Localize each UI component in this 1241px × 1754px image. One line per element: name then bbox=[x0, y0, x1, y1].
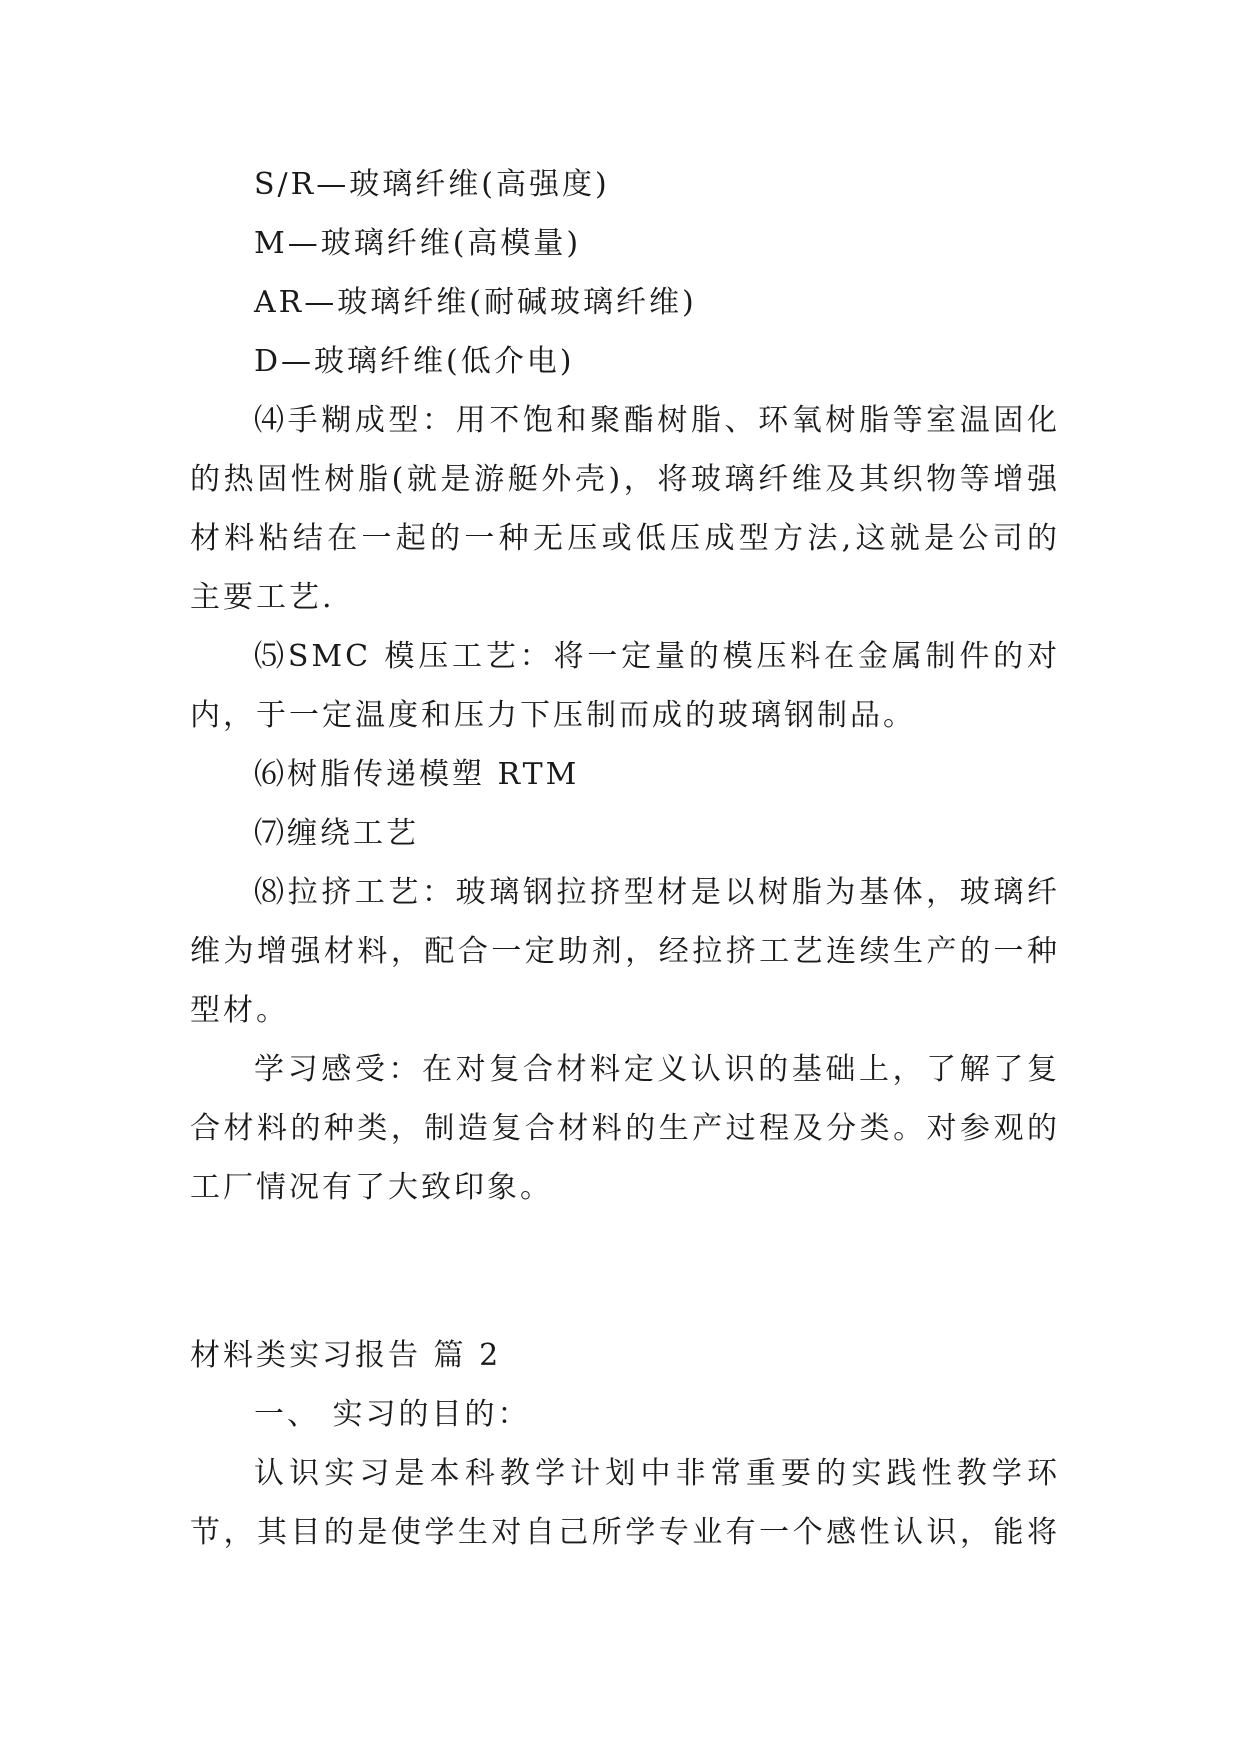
text-line: 主要工艺. bbox=[190, 580, 335, 615]
text-line: 节，其目的是使学生对自己所学专业有一个感性认识，能将 bbox=[190, 1515, 1060, 1550]
text-line: 内，于一定温度和压力下压制而成的玻璃钢制品。 bbox=[190, 698, 916, 733]
paragraph-first-line: 学习感受：在对复合材料定义认识的基础上，了解了复 bbox=[254, 1052, 1060, 1087]
paragraph-first-line: ⑸SMC 模压工艺：将一定量的模压料在金属制件的对 bbox=[254, 639, 1060, 674]
text-line: ⑺缠绕工艺 bbox=[254, 816, 419, 851]
text-line: ⑹树脂传递模塑 RTM bbox=[254, 757, 580, 792]
subsection-heading: 一、 实习的目的： bbox=[254, 1397, 531, 1432]
text-line: 工厂情况有了大致印象。 bbox=[190, 1170, 553, 1205]
text-line: S/R—玻璃纤维(高强度) bbox=[254, 167, 610, 202]
text-line: 维为增强材料，配合一定助剂，经拉挤工艺连续生产的一种 bbox=[190, 934, 1060, 969]
text-line: AR—玻璃纤维(耐碱玻璃纤维) bbox=[254, 285, 697, 320]
text-line: D—玻璃纤维(低介电) bbox=[254, 344, 575, 379]
paragraph-first-line: ⑷手糊成型：用不饱和聚酯树脂、环氧树脂等室温固化 bbox=[254, 403, 1060, 438]
text-line: 合材料的种类，制造复合材料的生产过程及分类。对参观的 bbox=[190, 1111, 1060, 1146]
section-heading: 材料类实习报告 篇 2 bbox=[190, 1338, 502, 1373]
paragraph-first-line: 认识实习是本科教学计划中非常重要的实践性教学环 bbox=[254, 1456, 1060, 1491]
paragraph-first-line: ⑻拉挤工艺：玻璃钢拉挤型材是以树脂为基体，玻璃纤 bbox=[254, 875, 1060, 910]
text-line: 材料粘结在一起的一种无压或低压成型方法,这就是公司的 bbox=[190, 521, 1060, 556]
text-line: 型材。 bbox=[190, 993, 289, 1028]
text-line: M—玻璃纤维(高模量) bbox=[254, 226, 582, 261]
text-line: 的热固性树脂(就是游艇外壳)，将玻璃纤维及其织物等增强 bbox=[190, 462, 1060, 497]
